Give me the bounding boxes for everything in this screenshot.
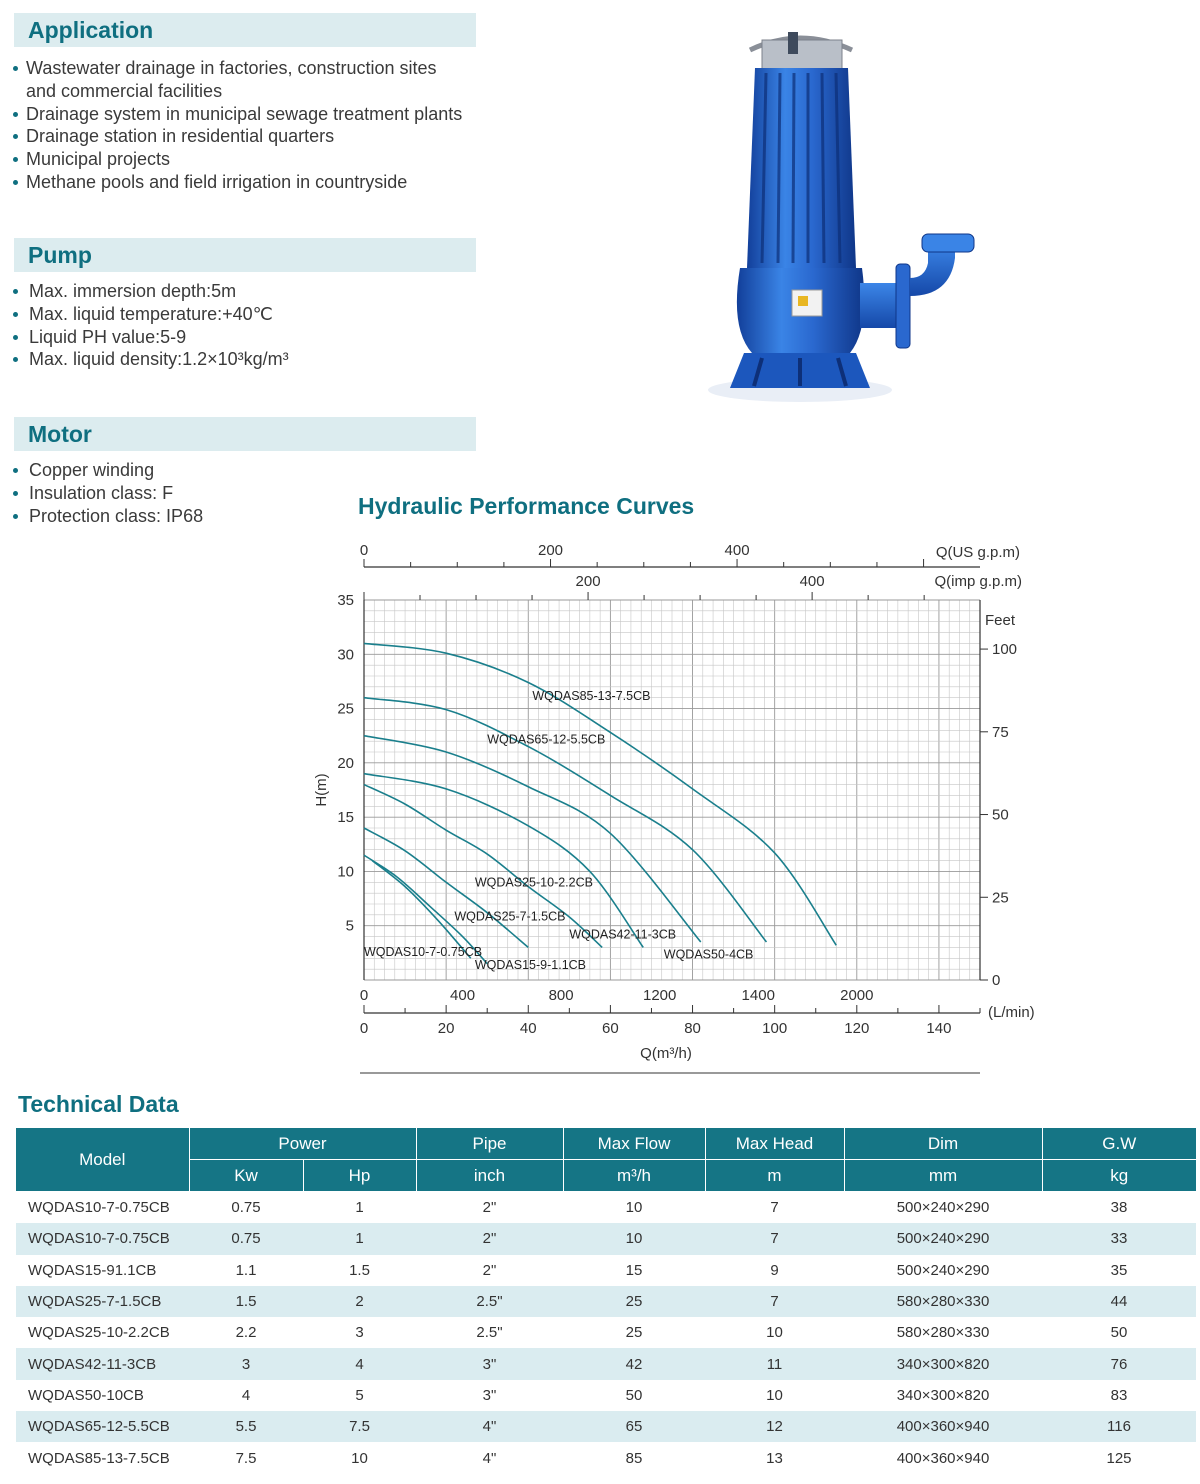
header-model: Model: [16, 1128, 189, 1192]
lmin-unit-label: (L/min): [988, 1004, 1035, 1021]
unit-flow: m³/h: [563, 1160, 705, 1192]
series-label-5: WQDAS25-7-1.5CB: [454, 909, 566, 924]
pump-spec: Liquid PH value:5-9: [12, 326, 289, 349]
table-cell: 340×300×820: [896, 1386, 990, 1404]
motor-list: [12, 459, 203, 527]
application-item: Municipal projects: [12, 148, 462, 171]
table-cell: 2.5": [416, 1286, 563, 1317]
application-item: Wastewater drainage in factories, construction sites: [12, 57, 462, 80]
unit-pipe: inch: [416, 1160, 563, 1192]
series-label-1: WQDAS65-12-5.5CB: [487, 732, 606, 747]
table-cell: 10: [351, 1449, 368, 1467]
table-cell: 5: [355, 1386, 364, 1404]
y-tick-label: 25: [337, 700, 354, 718]
series-label-2: WQDAS50-4CB: [663, 947, 754, 962]
table-row: [16, 1317, 1196, 1348]
y-tick-label: 15: [337, 809, 354, 827]
application-item: Drainage station in residential quarters: [12, 125, 462, 148]
x-tick-label: 120: [844, 1020, 870, 1037]
application-item: Drainage system in municipal sewage treatment plants: [12, 103, 462, 126]
motor-spec: Insulation class: F: [12, 482, 203, 505]
table-cell: 400×360×940: [896, 1449, 990, 1467]
series-label-0: WQDAS85-13-7.5CB: [532, 688, 651, 703]
table-cell: 0.75: [231, 1199, 261, 1217]
table-row: [16, 1380, 1196, 1411]
table-cell: WQDAS10-7-0.75CB: [28, 1199, 170, 1217]
table-row: [16, 1255, 1196, 1286]
motor-spec: Protection class: IP68: [12, 505, 203, 528]
motor-spec: Copper winding: [12, 459, 203, 482]
table-cell: 4: [303, 1348, 416, 1379]
table-cell: 4": [416, 1411, 563, 1442]
lmin-tick-label: 800: [548, 987, 574, 1004]
table-cell: 1.1: [235, 1261, 257, 1279]
lmin-tick-label: 400: [450, 987, 476, 1004]
table-cell: 33: [1042, 1223, 1196, 1254]
series-label-4: WQDAS25-10-2.2CB: [474, 875, 593, 890]
table-cell: 7: [705, 1286, 844, 1317]
table-cell: 340×300×820: [844, 1348, 1042, 1379]
table-cell: 3": [416, 1348, 563, 1379]
table-cell: 3: [355, 1324, 364, 1342]
table-cell: 2": [482, 1199, 497, 1217]
x-tick-label: 0: [359, 1020, 369, 1037]
chart-title: Hydraulic Performance Curves: [358, 493, 695, 519]
table-row: [16, 1192, 1196, 1224]
table-cell: 4": [482, 1449, 497, 1467]
pump-heading: Pump: [14, 238, 476, 272]
series-label-3: WQDAS42-11-3CB: [569, 927, 677, 942]
table-cell: 9: [770, 1261, 779, 1279]
y-tick-label: 20: [337, 754, 354, 772]
table-cell: 7.5: [235, 1449, 257, 1467]
us-gpm-tick-label: 0: [359, 542, 369, 559]
header-max-head: Max Head: [705, 1128, 844, 1160]
x-axis-label: Q(m³/h): [640, 1045, 692, 1062]
table-cell: 15: [625, 1261, 643, 1279]
unit-dim: mm: [844, 1160, 1042, 1192]
table-cell: 10: [563, 1223, 705, 1254]
table-cell: 5.5: [189, 1411, 303, 1442]
table-cell: 25: [563, 1286, 705, 1317]
pump-spec: Max. liquid density:1.2×10³kg/m³: [12, 348, 289, 371]
table-cell: 83: [1110, 1386, 1128, 1404]
table-cell: 12: [705, 1411, 844, 1442]
header-max-flow: Max Flow: [563, 1128, 705, 1160]
table-cell: 25: [625, 1324, 643, 1342]
header-dim: Dim: [844, 1128, 1042, 1160]
table-cell: WQDAS15-91.1CB: [28, 1261, 157, 1279]
technical-data-rows: [16, 1192, 1196, 1474]
x-tick-label: 80: [684, 1020, 701, 1037]
table-cell: 500×240×290: [896, 1199, 990, 1217]
table-cell: 2: [303, 1286, 416, 1317]
table-row: [16, 1286, 1196, 1317]
series-label-6: WQDAS15-9-1.1CB: [474, 958, 587, 973]
lmin-tick-label: 2000: [840, 987, 874, 1004]
table-cell: 2": [416, 1223, 563, 1254]
x-tick-label: 140: [926, 1020, 952, 1037]
table-cell: 50: [625, 1386, 643, 1404]
table-cell: 3: [189, 1348, 303, 1379]
table-cell: WQDAS85-13-7.5CB: [28, 1449, 170, 1467]
x-tick-label: 60: [602, 1020, 619, 1037]
unit-gw: kg: [1042, 1160, 1196, 1192]
table-cell: WQDAS50-10CB: [28, 1386, 144, 1404]
lmin-tick-label: 1200: [642, 987, 677, 1004]
y-tick-label: 10: [337, 863, 354, 881]
us-gpm-unit: Q(US g.p.m): [935, 544, 1020, 561]
unit-head: m: [705, 1160, 844, 1192]
table-cell: 500×240×290: [844, 1223, 1042, 1254]
lmin-tick-label: 1400: [741, 987, 775, 1004]
feet-tick-label: 100: [992, 641, 1018, 659]
x-tick-label: 100: [762, 1020, 788, 1037]
table-cell: 500×240×290: [896, 1261, 990, 1279]
feet-tick-label: 50: [992, 806, 1009, 824]
table-cell: WQDAS10-7-0.75CB: [16, 1223, 189, 1254]
table-cell: 7: [770, 1199, 779, 1217]
table-cell: 400×360×940: [844, 1411, 1042, 1442]
pump-product-image: [700, 28, 1000, 408]
table-cell: 7: [705, 1223, 844, 1254]
feet-tick-label: 25: [992, 889, 1009, 907]
lmin-tick-label: 0: [359, 987, 369, 1004]
us-gpm-tick-label: 200: [538, 542, 564, 559]
table-cell: 580×280×330: [844, 1286, 1042, 1317]
y-tick-label: 35: [337, 592, 354, 609]
table-row: [16, 1348, 1196, 1379]
table-cell: WQDAS65-12-5.5CB: [16, 1411, 189, 1442]
x-tick-label: 40: [519, 1020, 537, 1037]
table-cell: 1.5: [349, 1261, 370, 1279]
table-cell: 65: [563, 1411, 705, 1442]
table-cell: 2.2: [235, 1324, 257, 1342]
feet-unit-label: Feet: [985, 612, 1016, 629]
application-list: [12, 57, 462, 194]
table-cell: 2": [482, 1261, 497, 1279]
table-cell: 76: [1042, 1348, 1196, 1379]
pump-spec: Max. immersion depth:5m: [12, 280, 289, 303]
y-tick-label: 30: [337, 646, 354, 664]
pump-list: [12, 280, 289, 371]
unit-hp: Hp: [303, 1160, 416, 1192]
table-cell: WQDAS42-11-3CB: [16, 1348, 189, 1379]
table-cell: 1: [303, 1223, 416, 1254]
table-cell: 11: [705, 1348, 844, 1379]
imp-gpm-tick-label: 200: [575, 573, 601, 590]
table-cell: 1: [355, 1199, 364, 1217]
table-cell: 7.5: [303, 1411, 416, 1442]
application-item: Methane pools and field irrigation in countryside: [12, 171, 462, 194]
table-cell: 580×280×330: [896, 1324, 990, 1342]
table-cell: 125: [1106, 1449, 1132, 1467]
table-cell: 3": [482, 1386, 497, 1404]
header-gw: G.W: [1042, 1128, 1196, 1160]
header-pipe: Pipe: [416, 1128, 563, 1160]
imp-gpm-unit: Q(imp g.p.m): [934, 573, 1022, 590]
table-cell: 50: [1110, 1324, 1128, 1342]
table-row: [16, 1223, 1196, 1254]
us-gpm-tick-label: 400: [724, 542, 750, 559]
table-cell: 2.5": [476, 1324, 503, 1342]
table-cell: 38: [1110, 1199, 1128, 1217]
table-cell: WQDAS25-10-2.2CB: [28, 1324, 170, 1342]
chart-labels: [364, 689, 753, 972]
table-cell: 1.5: [189, 1286, 303, 1317]
application-heading: Application: [14, 13, 476, 47]
table-cell: 116: [1042, 1411, 1196, 1442]
header-power: Power: [189, 1128, 416, 1160]
y-tick-label: 5: [345, 917, 354, 935]
table-cell: WQDAS25-7-1.5CB: [16, 1286, 189, 1317]
y-axis-label: H(m): [313, 773, 330, 807]
table-cell: 35: [1110, 1261, 1128, 1279]
table-cell: 10: [766, 1324, 783, 1342]
table-cell: 13: [766, 1449, 783, 1467]
technical-data-table: [16, 1128, 1196, 1474]
table-row: [16, 1442, 1196, 1473]
technical-data-title: Technical Data: [18, 1091, 179, 1117]
motor-heading: Motor: [14, 417, 476, 451]
table-cell: 4: [241, 1386, 251, 1404]
feet-tick-label: 0: [992, 972, 1001, 989]
x-tick-label: 20: [437, 1020, 455, 1037]
performance-chart: [300, 530, 1040, 1080]
table-cell: 85: [625, 1449, 643, 1467]
imp-gpm-tick-label: 400: [799, 573, 825, 590]
table-cell: 10: [766, 1386, 783, 1404]
table-cell: 0.75: [189, 1223, 303, 1254]
application-item-continued: and commercial facilities: [26, 80, 223, 101]
unit-kw: Kw: [189, 1160, 303, 1192]
table-cell: 44: [1042, 1286, 1196, 1317]
table-cell: 42: [563, 1348, 705, 1379]
feet-tick-label: 75: [992, 723, 1009, 741]
pump-spec: Max. liquid temperature:+40℃: [12, 303, 289, 326]
series-label-7: WQDAS10-7-0.75CB: [364, 945, 483, 960]
table-cell: 10: [625, 1199, 643, 1217]
table-row: [16, 1411, 1196, 1442]
